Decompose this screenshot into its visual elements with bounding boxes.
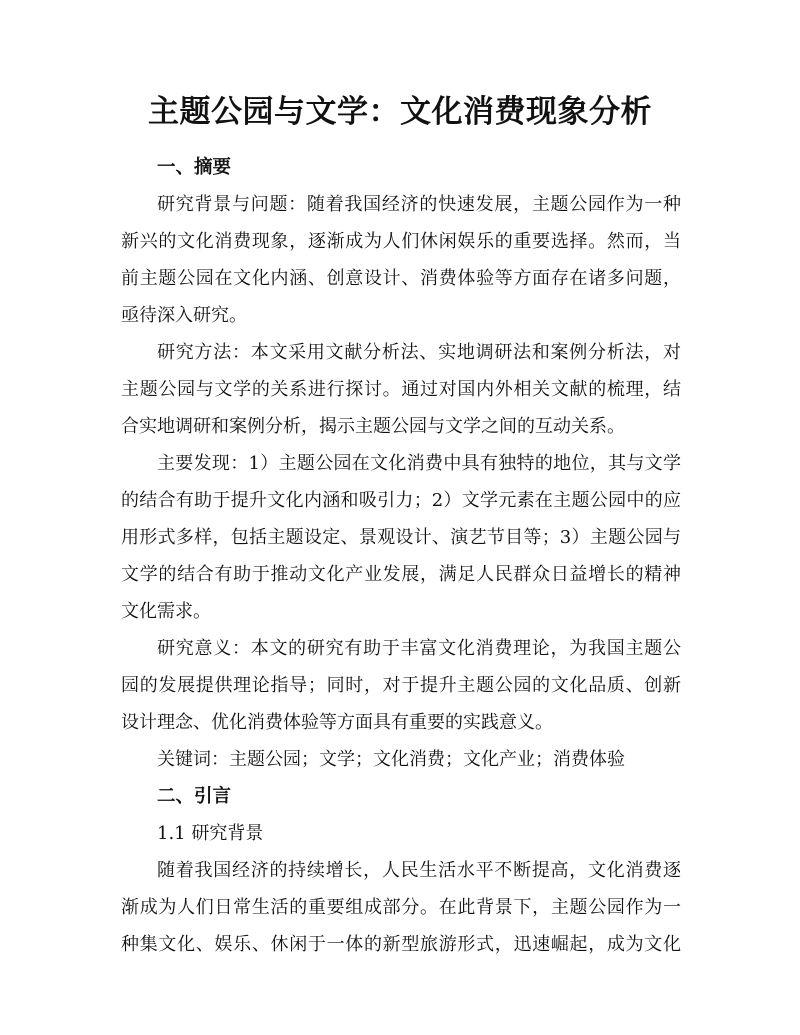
paragraph-line: 设计理念、优化消费体验等方面具有重要的实践意义。 [121,712,553,733]
paragraph-line: 种集文化、娱乐、休闲于一体的新型旅游形式，迅速崛起，成为文化 [121,934,681,955]
section-heading-introduction: 二、引言 [157,786,232,807]
subsection-heading: 1.1 研究背景 [157,823,264,844]
paragraph-line: 合实地调研和案例分析，揭示主题公园与文学之间的互动关系。 [121,416,625,437]
paragraph-line: 研究背景与问题：随着我国经济的快速发展，主题公园作为一种 [157,194,681,215]
paragraph-line: 用形式多样，包括主题设定、景观设计、演艺节目等；3）主题公园与 [121,527,681,548]
paragraph-line: 亟待深入研究。 [121,305,247,326]
paragraph-line: 新兴的文化消费现象，逐渐成为人们休闲娱乐的重要选择。然而，当 [121,231,681,252]
paragraph-line: 主要发现：1）主题公园在文化消费中具有独特的地位，其与文学 [157,453,681,474]
paragraph-line: 研究方法：本文采用文献分析法、实地调研法和案例分析法，对 [157,342,681,363]
section-heading-abstract: 一、摘要 [157,157,232,178]
paragraph-line: 研究意义：本文的研究有助于丰富文化消费理论，为我国主题公 [157,638,681,659]
keywords-line: 关键词：主题公园；文学；文化消费；文化产业；消费体验 [157,749,625,770]
paragraph-line: 的结合有助于提升文化内涵和吸引力；2）文学元素在主题公园中的应 [121,490,681,511]
paragraph-line: 文学的结合有助于推动文化产业发展，满足人民群众日益增长的精神 [121,564,681,585]
document-body [121,149,681,963]
paragraph-line: 主题公园与文学的关系进行探讨。通过对国内外相关文献的梳理，结 [121,379,681,400]
paragraph-line: 园的发展提供理论指导；同时，对于提升主题公园的文化品质、创新 [121,675,681,696]
document-title: 主题公园与文学：文化消费现象分析 [148,94,652,130]
paragraph-line: 渐成为人们日常生活的重要组成部分。在此背景下，主题公园作为一 [121,897,681,918]
paragraph-line: 随着我国经济的持续增长，人民生活水平不断提高，文化消费逐 [157,860,681,881]
paragraph-line: 前主题公园在文化内涵、创意设计、消费体验等方面存在诸多问题， [121,268,681,289]
paragraph-line: 文化需求。 [121,601,211,622]
